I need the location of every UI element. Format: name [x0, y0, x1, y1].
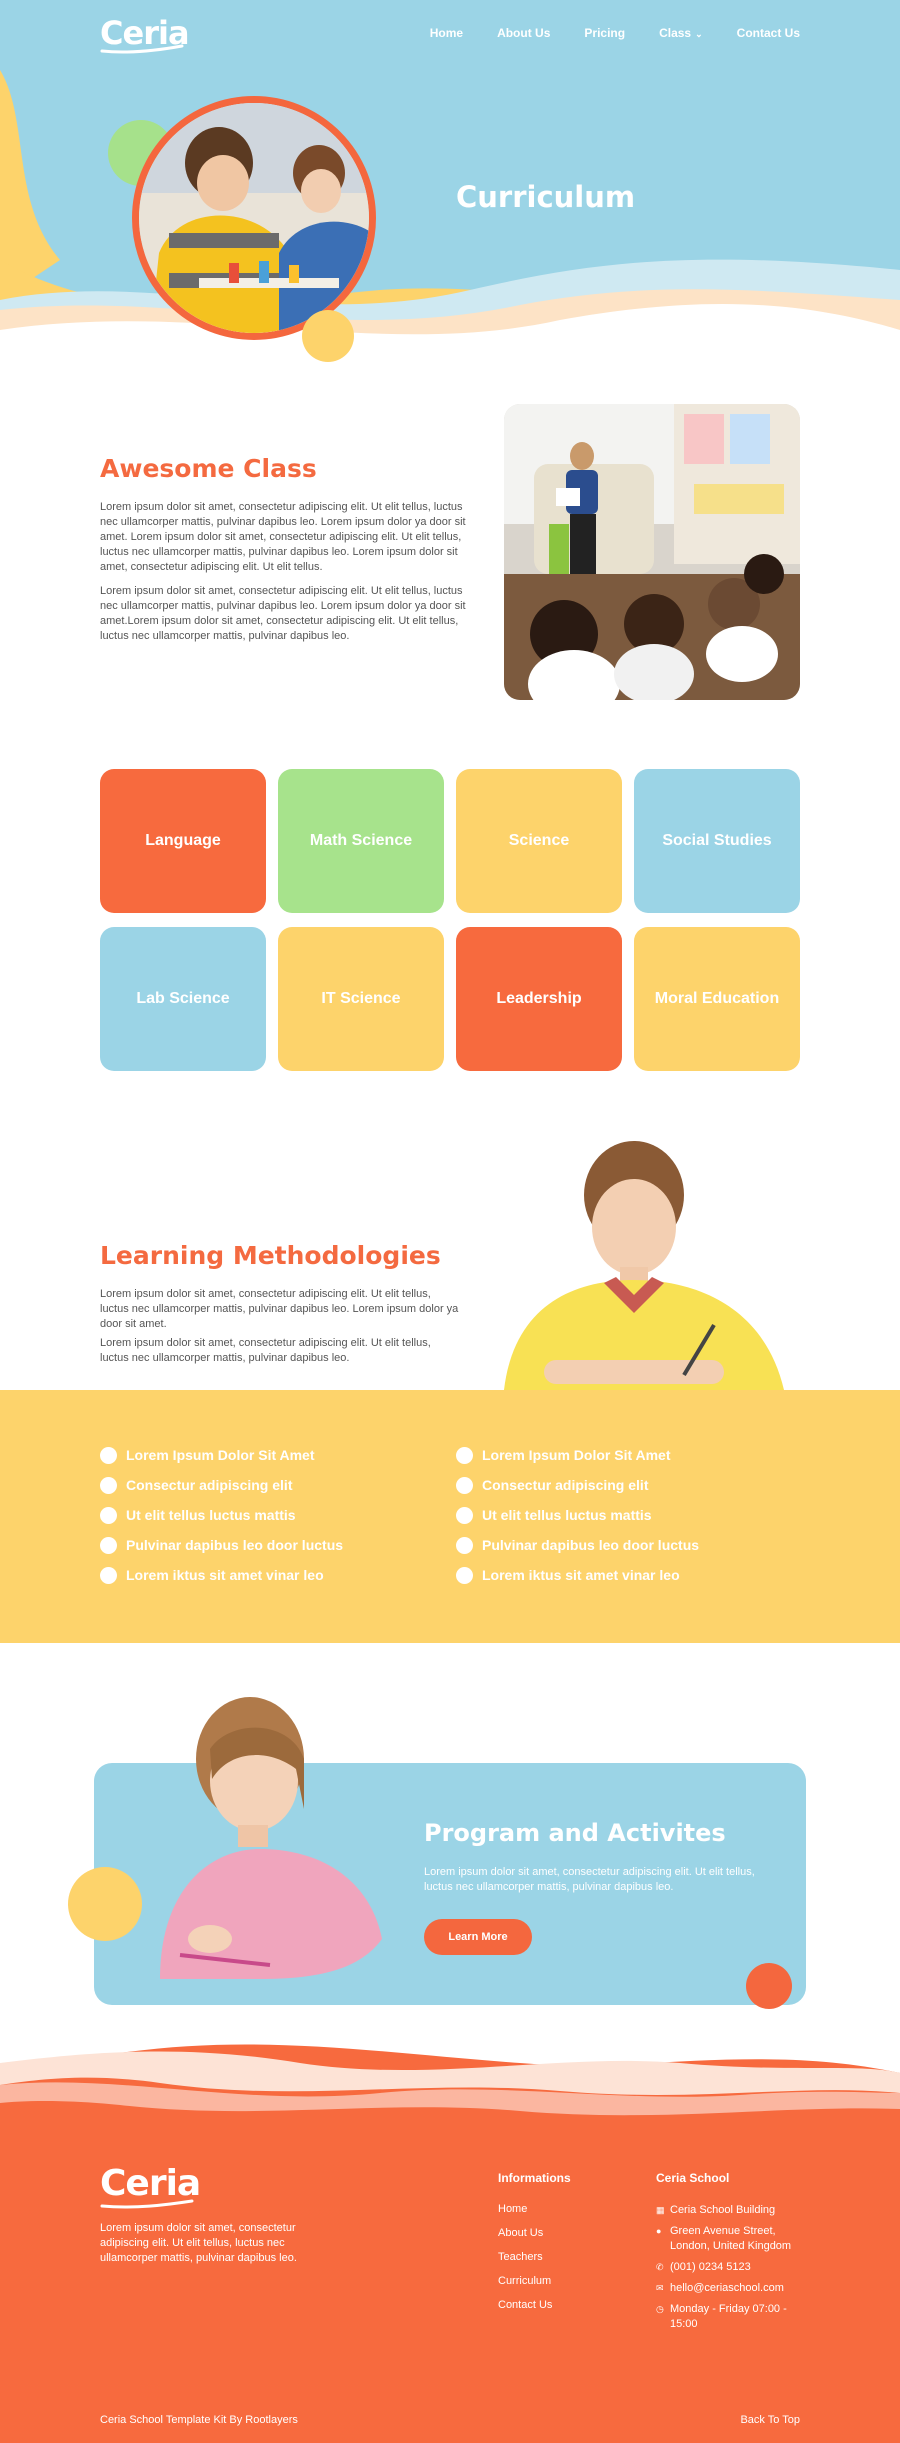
- logo-swoosh-icon: [100, 2199, 194, 2209]
- logo-swoosh-icon: [100, 44, 184, 54]
- bullet-icon: [100, 1537, 117, 1554]
- list-item-text: Lorem Ipsum Dolor Sit Amet: [126, 1447, 315, 1463]
- back-to-top-link[interactable]: Back To Top: [740, 2414, 800, 2426]
- list-item: [100, 1470, 343, 1500]
- orange-circle-decoration: [746, 1963, 792, 2009]
- contact-address-text: Green Avenue Street, London, United Kingdom: [670, 2225, 792, 2252]
- learning-title: Learning Methodologies: [100, 1241, 441, 1270]
- list-item: [100, 1530, 343, 1560]
- list-item-text: Pulvinar dapibus leo door luctus: [126, 1537, 344, 1553]
- girl-student-photo: [120, 1689, 400, 1979]
- nav-class-label: Class: [659, 26, 692, 40]
- nav-home[interactable]: Home: [429, 26, 464, 40]
- footer-informations-heading: Informations: [498, 2171, 571, 2185]
- footer-brand-logo[interactable]: Ceria: [100, 2163, 201, 2204]
- list-item: [100, 1500, 343, 1530]
- list-item-text: Ut elit tellus luctus mattis: [482, 1507, 652, 1523]
- yellow-circle-decoration: [68, 1867, 142, 1941]
- learning-paragraph-2: Lorem ipsum dolor sit amet, consectetur adipiscing elit. Ut elit tellus, luctus nec ullamcorper mattis, pulvinar dapibus leo.: [100, 1337, 431, 1364]
- nav-pricing[interactable]: Pricing: [584, 26, 626, 40]
- list-item-text: Consectur adipiscing elit: [126, 1477, 293, 1493]
- subject-tile-math-science[interactable]: Math Science: [278, 769, 444, 913]
- clock-icon: ◷: [656, 2304, 664, 2314]
- awesome-class-paragraph-1: Lorem ipsum dolor sit amet, consectetur adipiscing elit. Ut elit tellus, luctus nec ullamcorper mattis, pulvinar dapibus leo. Lorem ipsum dolor ya door sit amet. Lorem ipsum dolor sit amet, consectetur adipiscing elit. Ut elit tellus, luctus nec ullamcorper mattis, pulvinar dapibus leo. Lorem ipsum dolor sit amet, consectetur adipiscing elit. Ut elit tellus.: [100, 501, 466, 573]
- brand-logo[interactable]: Ceria: [100, 14, 189, 52]
- subject-tile-moral-education[interactable]: Moral Education: [634, 927, 800, 1071]
- building-icon: ▦: [656, 2205, 665, 2215]
- nav-about-us[interactable]: About Us: [497, 26, 551, 40]
- list-item: [456, 1470, 699, 1500]
- bullet-icon: [456, 1507, 473, 1524]
- nav-links: [396, 26, 800, 40]
- footer-credit: Ceria School Template Kit By Rootlayers: [100, 2414, 298, 2426]
- list-item-text: Pulvinar dapibus leo door luctus: [482, 1537, 700, 1553]
- subjects-grid: [0, 745, 900, 1135]
- site-footer: [0, 2033, 900, 2443]
- classroom-illustration: [504, 404, 800, 700]
- contact-email-text: hello@ceriaschool.com: [670, 2282, 784, 2294]
- list-item: [456, 1440, 699, 1470]
- bullet-icon: [456, 1447, 473, 1464]
- list-item: [100, 1440, 343, 1470]
- hero-section: [0, 0, 900, 370]
- checklist-right: [456, 1440, 699, 1590]
- subject-tile-it-science[interactable]: IT Science: [278, 927, 444, 1071]
- subject-tile-leadership[interactable]: Leadership: [456, 927, 622, 1071]
- contact-address: [656, 2224, 806, 2254]
- methodology-checklist-band: [0, 1390, 900, 1643]
- bullet-icon: [100, 1447, 117, 1464]
- footer-about-text: Lorem ipsum dolor sit amet, consectetur adipiscing elit. Ut elit tellus, luctus nec ullamcorper mattis, pulvinar dapibus leo.: [100, 2222, 297, 2264]
- footer-links: [498, 2203, 552, 2323]
- classroom-photo: [504, 404, 800, 700]
- yellow-circle-decoration: [302, 310, 354, 362]
- contact-phone-text: (001) 0234 5123: [670, 2261, 751, 2273]
- footer-link-teachers[interactable]: Teachers: [498, 2251, 543, 2263]
- bullet-icon: [100, 1477, 117, 1494]
- contact-email[interactable]: [656, 2281, 806, 2296]
- list-item-text: Consectur adipiscing elit: [482, 1477, 649, 1493]
- footer-link-home[interactable]: Home: [498, 2203, 528, 2215]
- subject-tile-language[interactable]: Language: [100, 769, 266, 913]
- program-section: [0, 1643, 900, 2033]
- nav-contact-us[interactable]: Contact Us: [736, 26, 800, 40]
- page-title: Curriculum: [456, 180, 636, 214]
- list-item-text: Lorem Ipsum Dolor Sit Amet: [482, 1447, 671, 1463]
- awesome-class-section: [0, 370, 900, 745]
- boy-student-photo: [484, 1135, 800, 1390]
- phone-icon: ✆: [656, 2262, 664, 2272]
- list-item: [456, 1530, 699, 1560]
- bullet-icon: [456, 1567, 473, 1584]
- list-item: [456, 1560, 699, 1590]
- map-pin-icon: ●: [656, 2226, 662, 2236]
- hero-children-photo: [132, 96, 376, 340]
- contact-building-text: Ceria School Building: [670, 2204, 776, 2216]
- bullet-icon: [456, 1477, 473, 1494]
- awesome-class-title: Awesome Class: [100, 454, 317, 483]
- learn-more-button[interactable]: Learn More: [424, 1919, 532, 1955]
- contact-building: [656, 2203, 806, 2218]
- learning-paragraph-1: Lorem ipsum dolor sit amet, consectetur adipiscing elit. Ut elit tellus, luctus nec ullamcorper mattis, pulvinar dapibus leo. Lorem ipsum dolor ya door sit amet.: [100, 1288, 459, 1330]
- list-item-text: Lorem iktus sit amet vinar leo: [126, 1567, 324, 1583]
- bullet-icon: [100, 1567, 117, 1584]
- footer-link-about-us[interactable]: About Us: [498, 2227, 544, 2239]
- bullet-icon: [456, 1537, 473, 1554]
- bullet-icon: [100, 1507, 117, 1524]
- list-item: [100, 1560, 343, 1590]
- contact-hours-text: Monday - Friday 07:00 - 15:00: [670, 2303, 787, 2330]
- list-item-text: Ut elit tellus luctus mattis: [126, 1507, 296, 1523]
- program-title: Program and Activites: [424, 1819, 726, 1847]
- subject-tile-social-studies[interactable]: Social Studies: [634, 769, 800, 913]
- mail-icon: ✉: [656, 2283, 664, 2293]
- subject-tile-lab-science[interactable]: Lab Science: [100, 927, 266, 1071]
- footer-school-heading: Ceria School: [656, 2171, 730, 2185]
- awesome-class-paragraph-2: Lorem ipsum dolor sit amet, consectetur adipiscing elit. Ut elit tellus, luctus nec ullamcorper mattis, pulvinar dapibus leo. Lorem ipsum dolor ya door sit amet.Lorem ipsum dolor sit amet, consectetur adipiscing elit. Ut elit tellus, luctus nec ullamcorper mattis, pulvinar dapibus leo.: [100, 585, 466, 642]
- footer-link-contact-us[interactable]: Contact Us: [498, 2299, 553, 2311]
- program-text: Lorem ipsum dolor sit amet, consectetur adipiscing elit. Ut elit tellus, luctus nec ullamcorper mattis, pulvinar dapibus leo.: [424, 1866, 755, 1893]
- nav-class[interactable]: [659, 26, 703, 40]
- footer-contact-list: [656, 2203, 806, 2338]
- footer-link-curriculum[interactable]: Curriculum: [498, 2275, 552, 2287]
- contact-phone[interactable]: [656, 2260, 806, 2275]
- checklist-left: [100, 1440, 343, 1590]
- contact-hours: [656, 2302, 806, 2332]
- footer-wave-decoration: [0, 2033, 900, 2123]
- list-item: [456, 1500, 699, 1530]
- learning-methodologies-section: [0, 1135, 900, 1390]
- top-navigation: [0, 0, 900, 66]
- list-item-text: Lorem iktus sit amet vinar leo: [482, 1567, 680, 1583]
- subject-tile-science[interactable]: Science: [456, 769, 622, 913]
- chevron-down-icon: ⌄: [695, 29, 703, 39]
